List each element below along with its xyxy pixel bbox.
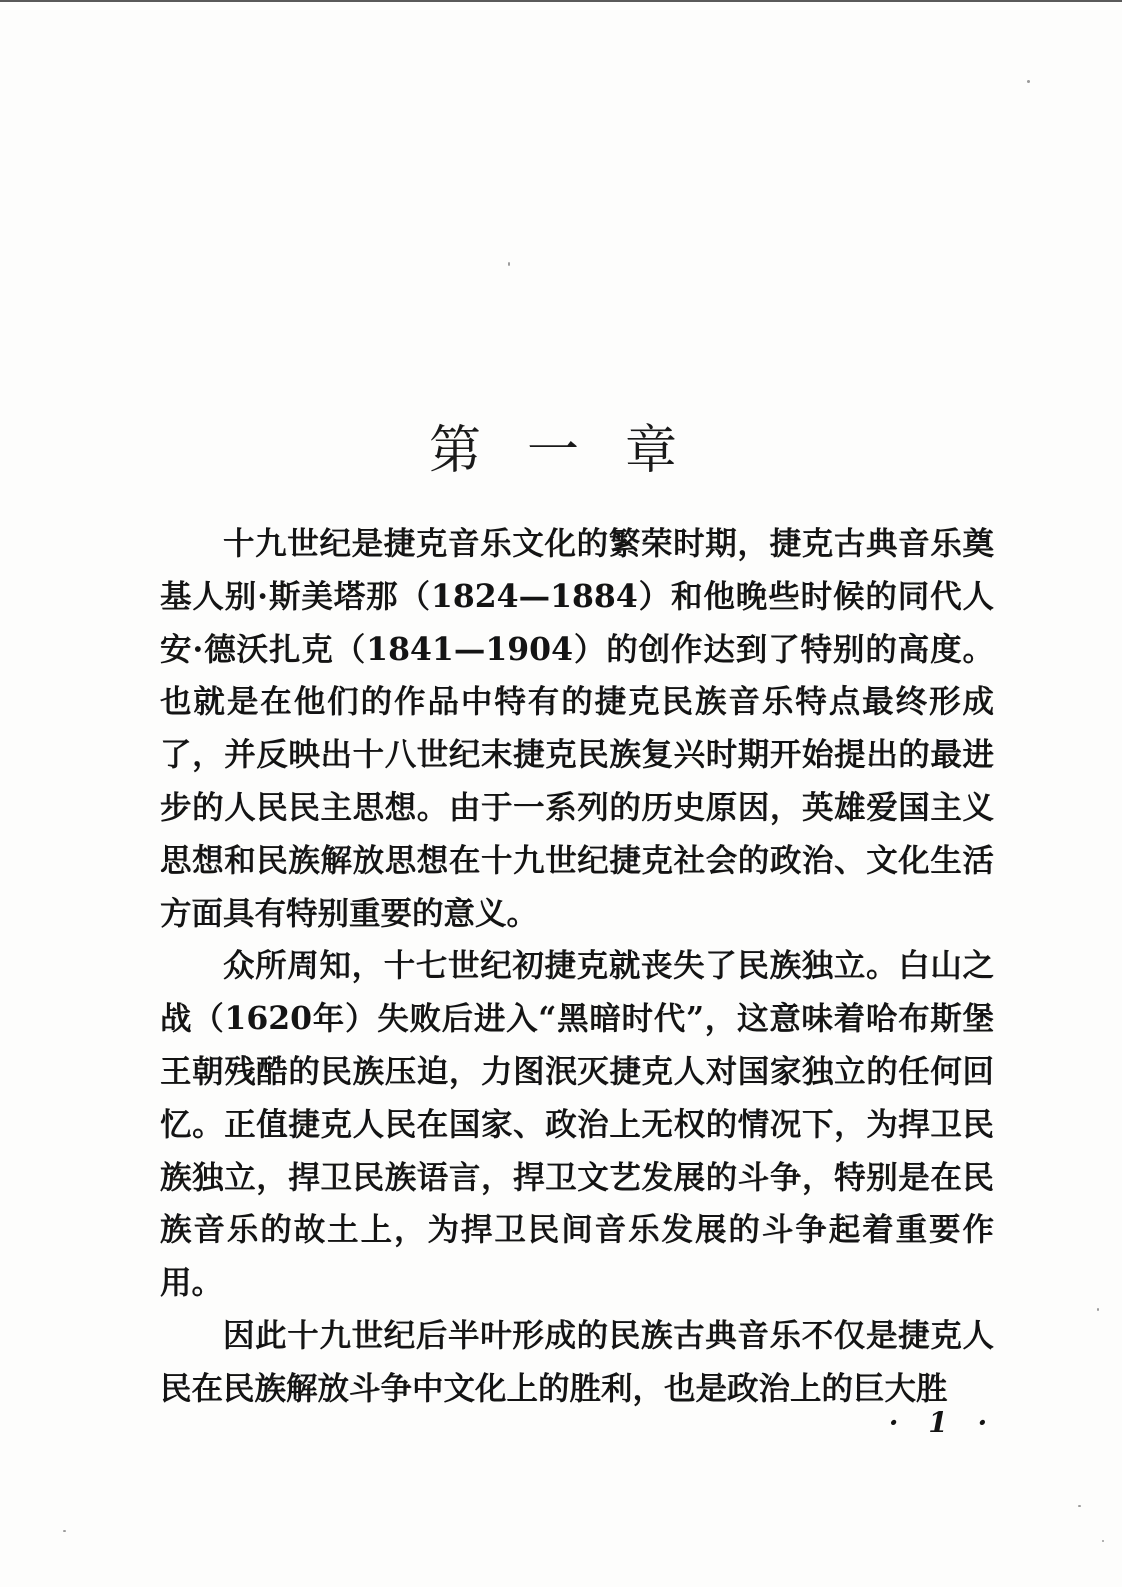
scan-speck bbox=[1078, 1505, 1081, 1507]
paragraph-3: 因此十九世纪后半叶形成的民族古典音乐不仅是捷克人民在民族解放斗争中文化上的胜利，也是政治上的巨大胜 bbox=[160, 1316, 994, 1407]
paragraph-2: 众所周知，十七世纪初捷克就丧失了民族独立。白山之战（1620年）失败后进入“黑暗时代”，这意味着哈布斯堡王朝残酷的民族压迫，力图泯灭捷克人对国家独立的任何回忆。正值捷克人民在国家、政治上无权的情况下，为捍卫民族独立，捍卫民族语言，捍卫文艺发展的斗争，特别是在民族音乐的故土上，为捍卫民间音乐发展的斗争起着重要作用。 bbox=[160, 947, 994, 1302]
paragraph-1: 十九世纪是捷克音乐文化的繁荣时期，捷克古典音乐奠基人别·斯美塔那（1824—1884）和他晚些时候的同代人安·德沃扎克（1841—1904）的创作达到了特别的高度。也就是在他们的作品中特有的捷克民族音乐特点最终形成了，并反映出十八世纪末捷克民族复兴时期开始提出的最进步的人民民主思想。由于一系列的历史原因，英雄爱国主义思想和民族解放思想在十九世纪捷克社会的政治、文化生活方面具有特别重要的意义。 bbox=[160, 525, 994, 932]
scan-edge-line bbox=[0, 0, 1122, 2]
scan-speck bbox=[63, 1530, 66, 1532]
scan-speck bbox=[1027, 80, 1030, 83]
body-text bbox=[160, 518, 994, 1416]
page-number: · 1 · bbox=[888, 1406, 998, 1439]
chapter-title: 第一章 bbox=[428, 421, 723, 481]
scan-speck bbox=[1102, 1540, 1104, 1542]
scan-speck bbox=[1097, 1308, 1099, 1311]
scan-speck bbox=[508, 262, 510, 266]
